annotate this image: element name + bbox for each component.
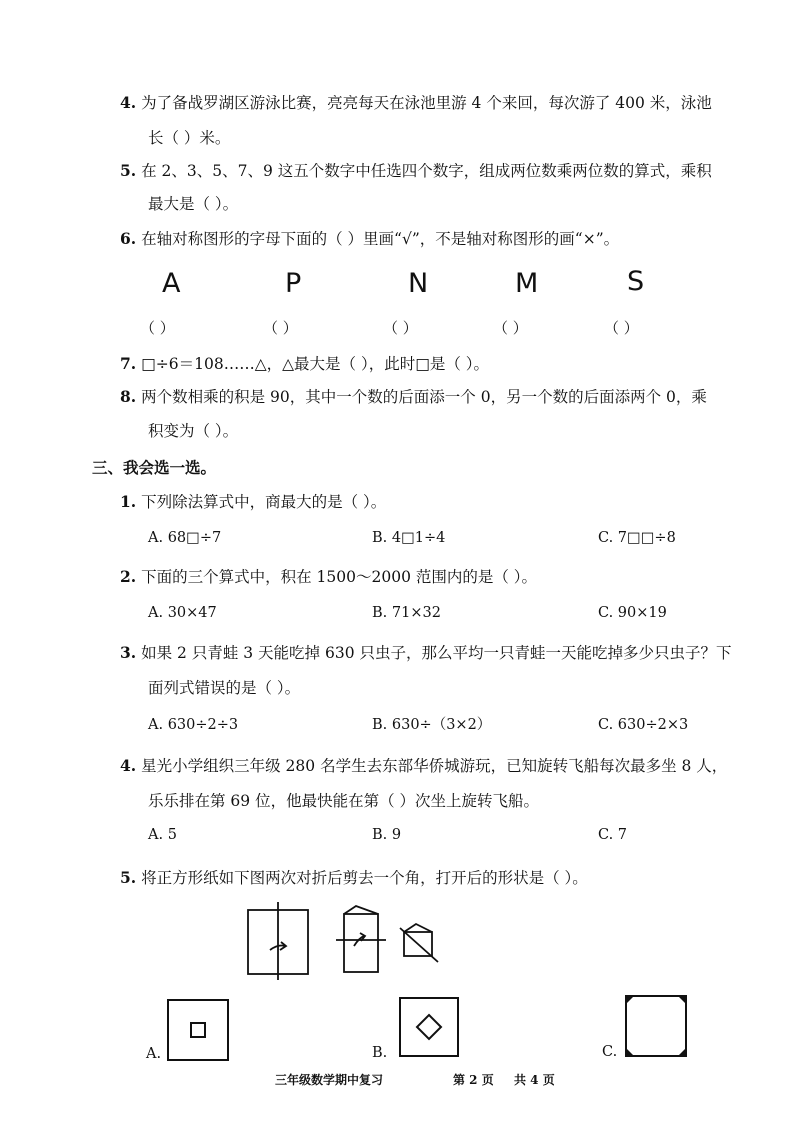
fold-step-1 [248,902,308,980]
choice-1-line1 [120,494,386,511]
letter-n: N [408,268,429,299]
choice-3-line2: 面列式错误的是（ ）。 [148,679,301,697]
question-4-line2: 长（ ）米。 [148,129,231,147]
question-number: 4. [120,93,137,112]
question-number: 1. [120,492,137,511]
choice-4-line2: 乐乐排在第 69 位，他最快能在第（ ）次坐上旋转飞船。 [148,792,540,810]
choice-3-option-a[interactable]: A. 630÷2÷3 [148,717,239,733]
question-text: 两个数相乘的积是 90，其中一个数的后面添一个 0，另一个数的后面添两个 0，乘 [141,388,707,406]
choice-5-option-c[interactable]: C. [602,1044,618,1060]
choice-4-line1 [120,758,727,775]
choice-1-option-a[interactable]: A. 68□÷7 [148,530,222,546]
letter-p: P [285,268,302,299]
question-7-line1 [120,356,489,373]
choice-2-option-b[interactable]: B. 71×32 [372,605,441,621]
question-number: 4. [120,756,137,775]
choice-2-line1 [120,569,537,586]
question-5-line1 [120,163,712,180]
question-text: 在轴对称图形的字母下面的（ ）里画“√”，不是轴对称图形的画“×”。 [141,230,620,248]
choice-3-option-b[interactable]: B. 630÷（3×2） [372,717,492,733]
footer-page: 第 2 页 [453,1073,494,1087]
letter-m: M [515,268,539,299]
choice-2-option-a[interactable]: A. 30×47 [148,605,217,621]
answer-blank-a[interactable]: （ ） [140,319,175,337]
question-number: 2. [120,567,137,586]
question-text: 下面的三个算式中，积在 1500～2000 范围内的是（ ）。 [141,568,538,586]
question-number: 8. [120,387,137,406]
choice-5-option-a[interactable]: A. [146,1046,162,1062]
fold-step-2 [336,906,386,972]
question-number: 6. [120,229,137,248]
question-text: 为了备战罗湖区游泳比赛，亮亮每天在泳池里游 4 个来回，每次游了 400 米，泳池 [141,94,712,112]
question-number: 5. [120,161,137,180]
question-4-line1 [120,95,712,112]
question-number: 5. [120,868,137,887]
question-text: □÷6＝108……△，△最大是（ ），此时□是（ ）。 [141,355,490,373]
option-c-shape[interactable] [624,994,688,1058]
choice-5-line1 [120,870,588,887]
question-number: 3. [120,643,137,662]
option-a-shape[interactable] [166,998,230,1062]
choice-2-option-c[interactable]: C. 90×19 [598,605,667,621]
question-text: 下列除法算式中，商最大的是（ ）。 [141,493,387,511]
choice-4-option-b[interactable]: B. 9 [372,827,402,843]
question-text: 将正方形纸如下图两次对折后剪去一个角，打开后的形状是（ ）。 [141,869,588,887]
question-number: 7. [120,354,137,373]
question-8-line1 [120,389,707,406]
choice-3-option-c[interactable]: C. 630÷2×3 [598,717,689,733]
question-5-line2: 最大是（ ）。 [148,195,239,213]
answer-blank-n[interactable]: （ ） [383,319,418,337]
question-6-line1 [120,231,619,248]
folding-diagram [240,900,440,980]
choice-5-option-b[interactable]: B. [372,1045,388,1061]
question-text: 在 2、3、5、7、9 这五个数字中任选四个数字，组成两位数乘两位数的算式，乘积 [141,162,712,180]
option-b-shape[interactable] [398,996,460,1058]
choice-4-option-c[interactable]: C. 7 [598,827,628,843]
question-text: 如果 2 只青蛙 3 天能吃掉 630 只虫子，那么平均一只青蛙一天能吃掉多少只虫子？下 [141,644,732,662]
choice-1-option-c[interactable]: C. 7□□÷8 [598,530,676,546]
choice-1-option-b[interactable]: B. 4□1÷4 [372,530,446,546]
footer-total: 共 4 页 [514,1073,555,1087]
question-text: 星光小学组织三年级 280 名学生去东部华侨城游玩，已知旋转飞船每次最多坐 8 人， [141,757,728,775]
letter-s: S [627,266,645,297]
choice-3-line1 [120,645,732,662]
answer-blank-s[interactable]: （ ） [604,319,639,337]
answer-blank-m[interactable]: （ ） [493,319,528,337]
letter-a: A [162,268,181,299]
fold-step-3 [400,924,438,962]
answer-blank-p[interactable]: （ ） [263,319,298,337]
choice-4-option-a[interactable]: A. 5 [148,827,177,843]
section-3-title: 三、我会选一选。 [92,458,217,477]
footer-title: 三年级数学期中复习 [275,1073,384,1087]
question-8-line2: 积变为（ ）。 [148,422,239,440]
